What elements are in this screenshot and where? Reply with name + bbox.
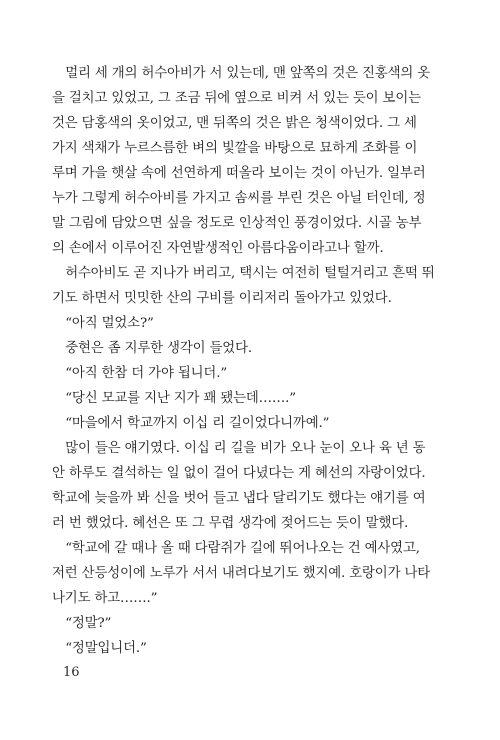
text-line: 것은 담홍색의 옷이었고, 맨 뒤쪽의 것은 밝은 청색이었다. 그 세 bbox=[52, 116, 417, 131]
dialogue-line: “마을에서 학교까지 이십 리 길이었다니까예.” bbox=[52, 416, 330, 431]
text-line: 말 그림에 담았으면 싶을 정도로 인상적인 풍경이었다. 시골 농부 bbox=[52, 216, 422, 231]
text-line: 누가 그렇게 허수아비를 가지고 솜씨를 부린 것은 아닐 터인데, 정 bbox=[52, 191, 426, 206]
text-line: 의 손에서 이루어진 자연발생적인 아름다움이라고나 할까. bbox=[52, 241, 384, 256]
dialogue-line: “당신 모교를 지난 지가 꽤 됐는데…….” bbox=[52, 391, 296, 406]
text-line: 많이 들은 얘기였다. 이십 리 길을 비가 오나 눈이 오나 육 년 동 bbox=[52, 441, 426, 456]
text-line: 을 걸치고 있었고, 그 조금 뒤에 옆으로 비켜 서 있는 듯이 보이는 bbox=[52, 91, 421, 106]
text-line: 허수아비도 곧 지나가 버리고, 택시는 여전히 털털거리고 흔떡 뛰 bbox=[52, 266, 435, 281]
text-line: 중현은 좀 지루한 생각이 들었다. bbox=[52, 341, 252, 356]
dialogue-line: “아직 멀었소?” bbox=[52, 316, 154, 331]
text-line: 기도 하면서 밋밋한 산의 구비를 이리저리 돌아가고 있었다. bbox=[52, 291, 392, 306]
dialogue-line: “정말?” bbox=[52, 616, 112, 631]
page-number: 16 bbox=[63, 665, 80, 680]
dialogue-line: “아직 한참 더 가야 됩니더.” bbox=[52, 366, 228, 381]
text-line: 가지 색채가 누르스름한 벼의 빛깔을 바탕으로 묘하게 조화를 이 bbox=[52, 141, 418, 156]
dialogue-line: “정말입니더.” bbox=[52, 641, 147, 656]
text-line: 나기도 하고…….” bbox=[52, 591, 158, 606]
text-line: 학교에 늦을까 봐 신을 벗어 들고 냅다 달리기도 했다는 얘기를 여 bbox=[52, 491, 426, 506]
text-line: 루며 가을 햇살 속에 선연하게 떠올라 보이는 것이 아닌가. 일부러 bbox=[52, 166, 426, 181]
text-line: 러 번 했었다. 혜선은 또 그 무렵 생각에 젖어드는 듯이 말했다. bbox=[52, 516, 409, 531]
text-line: 안 하루도 결석하는 일 없이 걸어 다녔다는 게 혜선의 자랑이었다. bbox=[52, 466, 426, 481]
text-line: 멀리 세 개의 허수아비가 서 있는데, 맨 앞쪽의 것은 진홍색의 옷 bbox=[52, 66, 431, 81]
dialogue-line: “학교에 갈 때나 올 때 다람쥐가 길에 뛰어나오는 건 예사였고, bbox=[52, 541, 420, 556]
text-line: 저런 산등성이에 노루가 서서 내려다보기도 했지예. 호랑이가 나타 bbox=[52, 566, 431, 581]
